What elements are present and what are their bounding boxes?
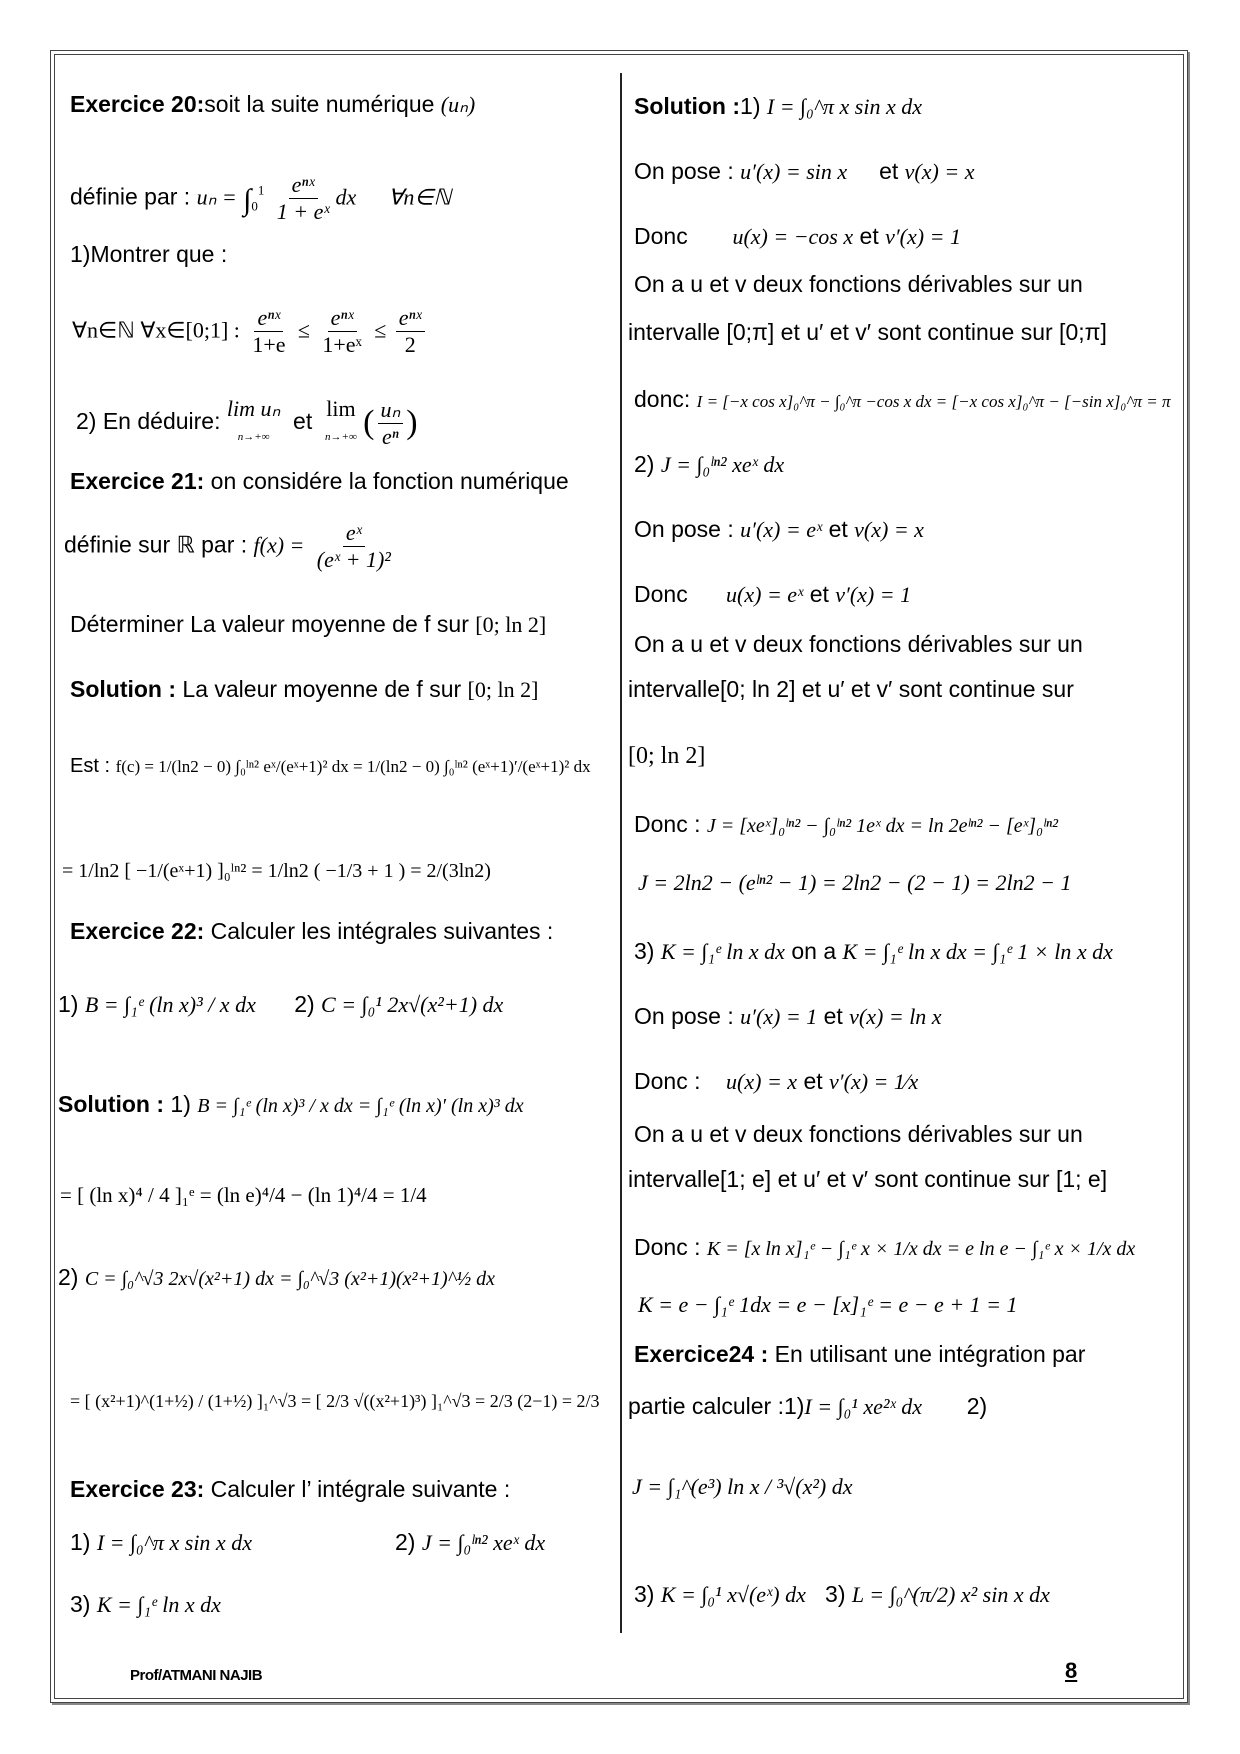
sol23-pose1 [634,157,974,186]
ex21-sol-text: La valeur moyenne de f sur [182,676,462,702]
lim-2-sub: n→+∞ [325,431,357,443]
et-word: et [859,223,879,249]
column-divider [620,73,622,1633]
ex24-q3-label: 3) [634,1581,655,1607]
donc-label: Donc [634,581,688,607]
sol23-interval-3: intervalle[1; e] et u′ et v′ sont continue sur [1; e] [628,1166,1108,1192]
ex21-est-line [70,752,591,781]
ex23-intro: Calculer l’ intégrale suivante : [210,1476,511,1502]
denominator: (eˣ + 1)² [316,547,391,572]
ex23-title: Exercice 23: [70,1476,205,1502]
sol23-pose2 [634,515,924,544]
pose3-v: v(x) = ln x [849,1004,942,1029]
ex20-def-fraction [274,172,333,225]
ex22-q2-formula: C = ∫₀¹ 2x√(x²+1) dx [321,992,504,1017]
lim-1-expr: lim uₙ [226,396,281,421]
pose-label: On pose : [634,1003,734,1029]
p3-label: 3) [634,938,655,964]
p3-formula: K = ∫₁ᵉ ln x dx [660,939,785,964]
page-number: 8 [1065,1658,1078,1683]
ex23-q2-formula: J = ∫₀ˡⁿ² xeˣ dx [421,1530,546,1555]
ex21-f-fraction [314,520,394,573]
result3b-formula: K = e − ∫₁ᵉ 1dx = e − [x]₁ᵉ = e − e + 1 = 1 [638,1292,1018,1317]
ex23-q1 [70,1528,252,1557]
sol23-heading [634,92,922,121]
ex22-sol-q1-formula: B = ∫₁ᵉ (ln x)³ / x dx = ∫₁ᵉ (ln x)′ (ln x)³ dx [197,1095,524,1117]
lim-2-label: lim [326,396,356,421]
ex20-sequence: (uₙ) [440,92,476,117]
footer-author: Prof/ATMANI NAJIB [130,1667,263,1684]
sol23-interval-2-cont: [0; ln 2] [628,743,706,769]
ex21-intro: on considére la fonction numérique [210,468,569,494]
sol23-deriv-text-1: On a u et v deux fonctions dérivables sur un [634,271,1083,297]
ex21-heading [70,467,569,495]
integral-upper: 1 [257,182,265,198]
result2-formula: J = [xeˣ]₀ˡⁿ² − ∫₀ˡⁿ² 1eˣ dx = ln 2eˡⁿ² − [eˣ]₀ˡⁿ² [706,815,1059,837]
leq-symbol: ≤ [374,317,387,343]
denominator: 1+e [252,332,286,357]
ex24-q3-formula: K = ∫₀¹ x√(eˣ) dx [660,1582,806,1607]
pose2-u-prime: u′(x) = eˣ [740,517,823,542]
ex20-def-lhs: uₙ = [196,184,237,210]
et-word: et [803,1068,823,1094]
ex23-q3 [70,1590,221,1619]
numerator: eⁿˣ [328,305,357,332]
integral-lower: 0 [251,198,258,214]
ex21-solution-heading [70,675,538,704]
pose3-u-prime: u′(x) = 1 [740,1004,818,1029]
ex21-result-formula: = 1/ln2 [ −1/(eˣ+1) ]₀ˡⁿ² = 1/ln2 ( −1/3 + 1 ) = 2/(3ln2) [62,860,491,882]
ex24-title: Exercice24 : [634,1341,769,1367]
numerator: uₙ [378,397,404,424]
ex22-sol-title: Solution : [58,1091,165,1117]
numerator: eⁿˣ [254,305,283,332]
integral-sign: ∫ [243,183,252,217]
ex20-q2: 2) En déduire: lim uₙ n→+∞ et lim n→+∞ ( $\frac{\text{uₙ}}{\text{eⁿ}}$ ) [76,395,418,451]
ex24-intro: En utilisant une intégration par [774,1341,1086,1367]
ex20-forall: ∀n∈ℕ [388,184,452,210]
pose1-u-prime: u′(x) = sin x [740,159,848,184]
et-word: et [809,581,829,607]
donc1-v-prime: v′(x) = 1 [885,224,961,249]
et-word: et [823,1003,843,1029]
ex21-est-formula: f(c) = 1/(ln2 − 0) ∫₀ˡⁿ² eˣ/(eˣ+1)² dx = 1/(ln2 − 0) ∫₀ˡⁿ² (eˣ+1)′/(eˣ+1)² dx [115,757,591,776]
ex22-sol-q2-formula: C = ∫₀^√3 2x√(x²+1) dx = ∫₀^√3 (x²+1)(x²+1)^½ dx [84,1268,495,1290]
ex21-f-lhs: f(x) = [253,532,305,558]
ineq-prefix: ∀n∈ℕ ∀x∈[0;1] : [72,317,240,343]
dx: dx [335,184,357,210]
ex22-solution-1 [58,1090,524,1120]
sol23-p1-formula: I = ∫₀^π x sin x dx [766,94,922,119]
ex24-q1-formula: I = ∫₀¹ xe²ˣ dx [804,1394,922,1419]
ex22-heading [70,917,553,945]
sol23-result-2 [634,810,1058,840]
sol23-deriv-text-3: On a u et v deux fonctions dérivables sur un [634,1121,1083,1147]
denominator: 1+eˣ [322,332,362,357]
et-word: et [828,516,848,542]
ex22-sol-q1-label: 1) [170,1091,191,1117]
p3-formula-b: K = ∫₁ᵉ ln x dx = ∫₁ᵉ 1 × ln x dx [842,939,1113,964]
ex22-solution-2 [58,1263,495,1293]
ex20-title: Exercice 20: [70,91,205,117]
result3-label: Donc : [634,1234,701,1260]
sol23-donc3 [634,1067,918,1096]
ex24-q3-q4 [634,1580,1050,1609]
ex23-q3-label: 3) [70,1591,91,1617]
lim-2-fraction [378,397,404,450]
ex21-task-text: Déterminer La valeur moyenne de f sur [70,611,469,637]
lim-1 [227,395,280,451]
ex20-inequality [72,305,428,358]
ex21-def-label: définie sur ℝ par : [64,531,248,558]
ex21-result-line [62,855,491,885]
sol23-donc2 [634,580,911,609]
ex20-heading [70,90,475,119]
sol23-interval-1: intervalle [0;π] et u′ et v′ sont continue sur [0;π] [628,319,1107,345]
ex20-q2-label: 2) En déduire: [76,408,221,435]
donc3-u: u(x) = x [726,1069,798,1094]
ex24-q4-formula: L = ∫₀^(π/2) x² sin x dx [851,1582,1050,1607]
ex20-definition [70,172,451,225]
ex22-sol-q1-result: = [ (ln x)⁴ / 4 ]₁ᵉ = (ln e)⁴/4 − (ln 1)⁴/4 = 1/4 [60,1183,427,1207]
sol23-p3 [634,937,1113,966]
lim-1-sub: n→+∞ [237,431,270,443]
denominator: 2 [404,332,416,357]
ex20-intro: soit la suite numérique [204,91,435,117]
ex23-q1-formula: I = ∫₀^π x sin x dx [96,1530,252,1555]
et-word: et [879,158,899,184]
ex21-definition [64,520,397,573]
ex21-sol-title: Solution : [70,676,177,702]
p3-on-a: on a [791,938,837,964]
ex23-q1-label: 1) [70,1529,91,1555]
numerator: eⁿˣ [396,305,425,332]
result2-label: Donc : [634,811,701,837]
p2-formula: J = ∫₀ˡⁿ² xeˣ dx [660,452,785,477]
denominator: 1 + eˣ [276,199,330,224]
ineq-frac-2 [319,305,365,358]
donc-label: Donc : [634,1068,701,1094]
ex22-solution-2-result [70,1385,600,1415]
numerator: eˣ [343,520,365,547]
ex22-title: Exercice 22: [70,918,205,944]
ex22-questions [58,990,503,1019]
sol23-p1-label: 1) [740,93,761,119]
sol23-result-1 [634,385,1170,416]
ex23-heading [70,1475,510,1503]
ex21-task [70,610,546,639]
sol23-pose3 [634,1002,942,1031]
pose2-v: v(x) = x [854,517,924,542]
ex21-est-label: Est : [70,755,111,777]
donc2-v-prime: v′(x) = 1 [835,582,912,607]
sol23-result-3 [634,1233,1135,1263]
result1-formula: I = [−x cos x]₀^π − ∫₀^π −cos x dx = [−x cos x]₀^π − [−sin x]₀^π = π [696,392,1171,411]
donc-label: Donc [634,223,688,249]
ex22-q1-formula: B = ∫₁ᵉ (ln x)³ / x dx [84,992,256,1017]
ex20-def-label: définie par : [70,183,191,210]
ex22-q1-label: 1) [58,991,79,1017]
ex21-interval: [0; ln 2] [475,612,547,637]
sol23-deriv-text-2: On a u et v deux fonctions dérivables sur un [634,631,1083,657]
ex24-heading [634,1340,1085,1368]
donc2-u: u(x) = eˣ [726,582,804,607]
sol23-donc1 [634,222,961,251]
ex20-q1: 1)Montrer que : [70,241,228,267]
donc3-v-prime: v′(x) = 1⁄x [829,1069,919,1094]
ex23-q2 [395,1528,545,1557]
ex22-sol-q2-result: = [ (x²+1)^(1+½) / (1+½) ]₁^√3 = [ 2/3 √((x²+1)³) ]₁^√3 = 2/3 (2−1) = 2/3 [70,1391,600,1411]
ex24-q2-formula: J = ∫₁^(e³) ln x / ³√(x²) dx [632,1474,853,1499]
numerator: eⁿˣ [289,172,318,199]
ex24-q2-label: 2) [966,1393,988,1419]
ineq-frac-3 [396,305,425,358]
ex24-line2 [628,1392,987,1421]
denominator: eⁿ [382,423,399,449]
ex22-sol-q2-label: 2) [58,1264,79,1290]
ineq-frac-1 [249,305,288,358]
leq-symbol: ≤ [297,317,310,343]
pose1-v: v(x) = x [904,159,975,184]
ex21-title: Exercice 21: [70,468,205,494]
ex23-q2-label: 2) [395,1529,416,1555]
ex23-q3-formula: K = ∫₁ᵉ ln x dx [96,1592,221,1617]
result2b-formula: J = 2ln2 − (eˡⁿ² − 1) = 2ln2 − (2 − 1) = 2ln2 − 1 [638,870,1072,895]
and-word: et [293,408,313,435]
ex22-intro: Calculer les intégrales suivantes : [210,918,554,944]
sol23-result-3b [638,1290,1018,1319]
sol23-title: Solution : [634,93,741,119]
donc1-u: u(x) = −cos x [732,224,854,249]
ex24-q2 [632,1472,853,1501]
lim-2 [325,395,357,451]
pose-label: On pose : [634,516,734,542]
ex22-solution-1-result [60,1180,427,1209]
pose-label: On pose : [634,158,734,184]
ex22-q2-label: 2) [294,991,315,1017]
p2-label: 2) [634,451,655,477]
ex24-q4-label: 3) [825,1581,846,1607]
sol23-result-2b [638,868,1071,897]
result3-formula: K = [x ln x]₁ᵉ − ∫₁ᵉ x × 1/x dx = e ln e − ∫₁ᵉ x × 1/x dx [706,1238,1136,1260]
sol23-interval-2: intervalle[0; ln 2] et u′ et v′ sont continue sur [628,676,1074,702]
ex21-sol-interval: [0; ln 2] [467,677,539,702]
sol23-p2 [634,450,784,479]
result1-label: donc: [634,386,691,412]
ex24-line2-prefix: partie calculer :1) [628,1393,805,1419]
